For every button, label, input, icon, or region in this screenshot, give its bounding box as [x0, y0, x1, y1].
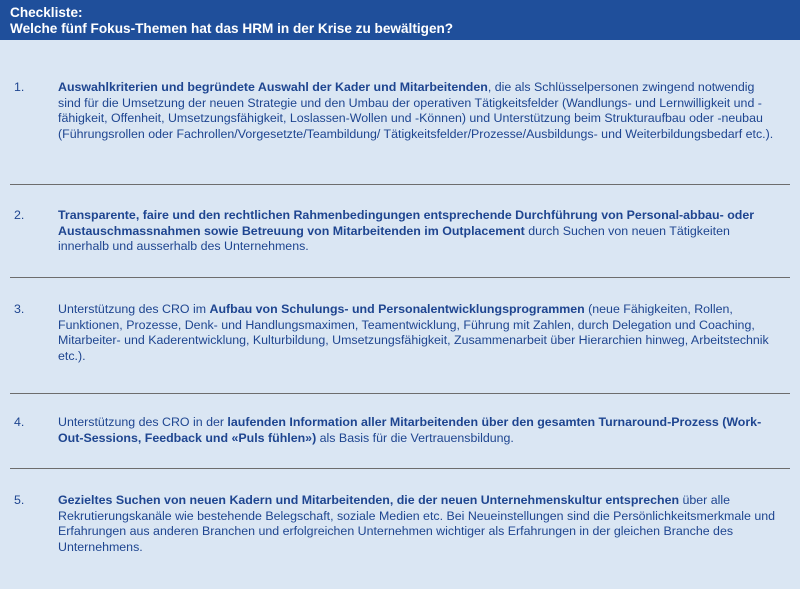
checklist-header [0, 0, 800, 40]
divider-line [10, 277, 790, 278]
divider-line [10, 468, 790, 469]
item-text-regular: , die als Schlüsselpersonen zwingend notwendig sind für die Umsetzung der neuen Strategie und den Umbau der operativen Tätigkeitsfelder (Wandlungs- und Lernwilligkeit und -fähigkeit, Offenheit, Umsetzungsfähigkeit, Loslassen-Wollen und -Können) und Unterstützung beim Strukturaufbau oder -neubau (Führungsrollen oder Fachrollen/Vorgesetzte/Teambildung/ Tätigkeitsfelder/Prozesse/Ausbildungs- und Weiterbildungsbedarf etc.). [58, 80, 774, 141]
item-number: 2. [14, 208, 25, 222]
checklist-question: Welche fünf Fokus-Themen hat das HRM in der Krise zu bewältigen? [10, 21, 454, 36]
checklist-label: Checkliste: [10, 5, 83, 20]
item-text-regular: durch Suchen von neuen Tätigkeiten innerhalb und ausserhalb des Unternehmens. [58, 223, 730, 254]
item-text [58, 493, 776, 555]
divider-line [10, 393, 790, 394]
item-number: 4. [14, 415, 25, 429]
item-text [58, 302, 776, 364]
divider-line [10, 184, 790, 185]
item-text [58, 415, 776, 446]
item-text-bold: Auswahlkriterien und begründete Auswahl der Kader und Mitarbeitenden [58, 80, 488, 94]
item-text [58, 80, 776, 142]
item-text-regular: über alle Rekrutierungskanäle wie bestehende Belegschaft, soziale Medien etc. Bei Neueinstellungen sind die Persönlichkeitsmerkmale und Erfahrungen aus anderen Branchen und erfolgreichen Unternehmen wichtiger als Erfahrungen in der gleichen Branche des Unternehmens. [58, 493, 776, 554]
item-number: 3. [14, 302, 25, 316]
item-text-regular: als Basis für die Vertrauensbildung. [316, 430, 514, 445]
item-number: 5. [14, 493, 25, 507]
item-text-regular: Unterstützung des CRO in der [58, 415, 228, 429]
item-text-regular: Unterstützung des CRO im [58, 302, 210, 316]
item-text-bold: Transparente, faire und den rechtlichen Rahmenbedingungen entsprechende Durchführung von Personal-abbau- oder Austauschmassnahmen sowie Betreuung von Mitarbeitenden im Outplacement [58, 208, 755, 238]
item-text-bold: Gezieltes Suchen von neuen Kadern und Mitarbeitenden, die der neuen Unternehmenskultur entsprechen [58, 493, 680, 507]
item-text-regular: (neue Fähigkeiten, Rollen, Funktionen, Prozesse, Denk- und Handlungsmaximen, Teamentwicklung, Führung mit Zahlen, durch Delegation und Coaching, Mitarbeiter- und Kaderentwicklung, Kulturbildung, Umsetzungsfähigkeit, Zusammenarbeit über Hierarchien hinweg, Arbeitstechnik etc.). [58, 302, 769, 363]
item-number: 1. [14, 80, 25, 94]
item-text-bold: laufenden Information aller Mitarbeitenden über den gesamten Turnaround-Prozess (Work-Out-Sessions, Feedback und «Puls fühlen») [58, 415, 762, 445]
item-text-bold: Aufbau von Schulungs- und Personalentwicklungsprogrammen [209, 302, 585, 316]
item-text [58, 208, 776, 255]
